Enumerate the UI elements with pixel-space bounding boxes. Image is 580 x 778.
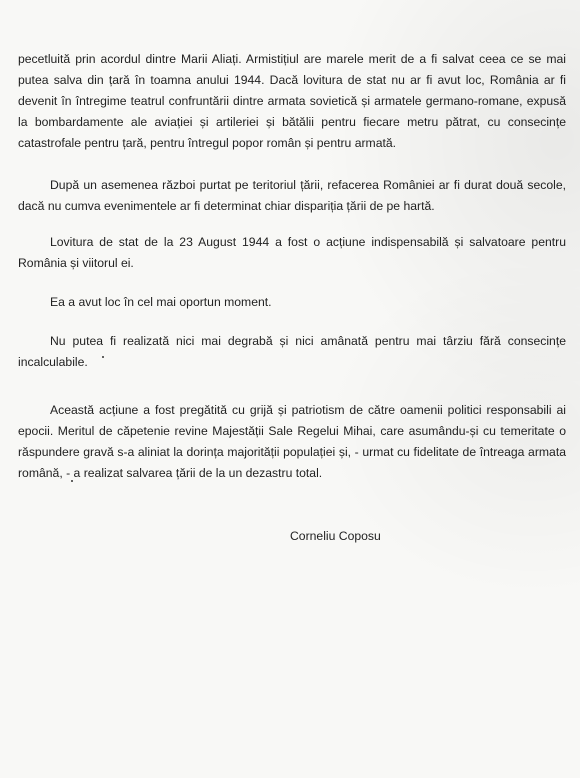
paragraph-timing-consequences: Nu putea fi realizată nici mai degrabă și nici amânată pentru mai târziu fără consecințe incalculabile. xyxy=(18,334,566,369)
paragraph-armistice: pecetluită prin acordul dintre Marii Aliați. Armistițiul are marele merit de a fi salvat ceea ce se mai putea salva din țară în toamna anului 1944. Dacă lovitura de stat nu ar fi avut loc, România ar fi devenit în întregime teatrul confruntării dintre armata sovietică și armatele germano-romane, expusă la bombardamente ale aviației și artileriei și bătălii pentru fiecare metru pătrat, cu consecințe catastrofale pentru țară, pentru întregul popor român și pentru armată. xyxy=(18,52,566,150)
scan-speck xyxy=(71,480,73,482)
scan-speck xyxy=(102,356,104,358)
paragraph-coup-indispensable: Lovitura de stat de la 23 August 1944 a fost o acțiune indispensabilă și salvatoare pentru România și viitorul ei. xyxy=(18,235,566,270)
paragraph-opportune-moment: Ea a avut loc în cel mai oportun moment. xyxy=(50,295,272,309)
paragraph-reconstruction: După un asemenea război purtat pe teritoriul țării, refacerea României ar fi durat două secole, dacă nu cumva evenimentele ar fi determinat chiar dispariția țării de pe hartă. xyxy=(18,178,566,213)
paragraph-preparation: Această acțiune a fost pregătită cu grijă și patriotism de către oamenii politici responsabili ai epocii. Meritul de căpetenie revine Majestății Sale Regelui Mihai, care asumându-și cu temeritate o răspundere gravă s-a aliniat la dorința majorității populației și, - urmat cu fidelitate de întreaga armata română, - a realizat salvarea țării de la un dezastru total. xyxy=(18,403,566,480)
signature-author: Corneliu Coposu xyxy=(290,529,381,543)
document-body xyxy=(18,49,566,484)
